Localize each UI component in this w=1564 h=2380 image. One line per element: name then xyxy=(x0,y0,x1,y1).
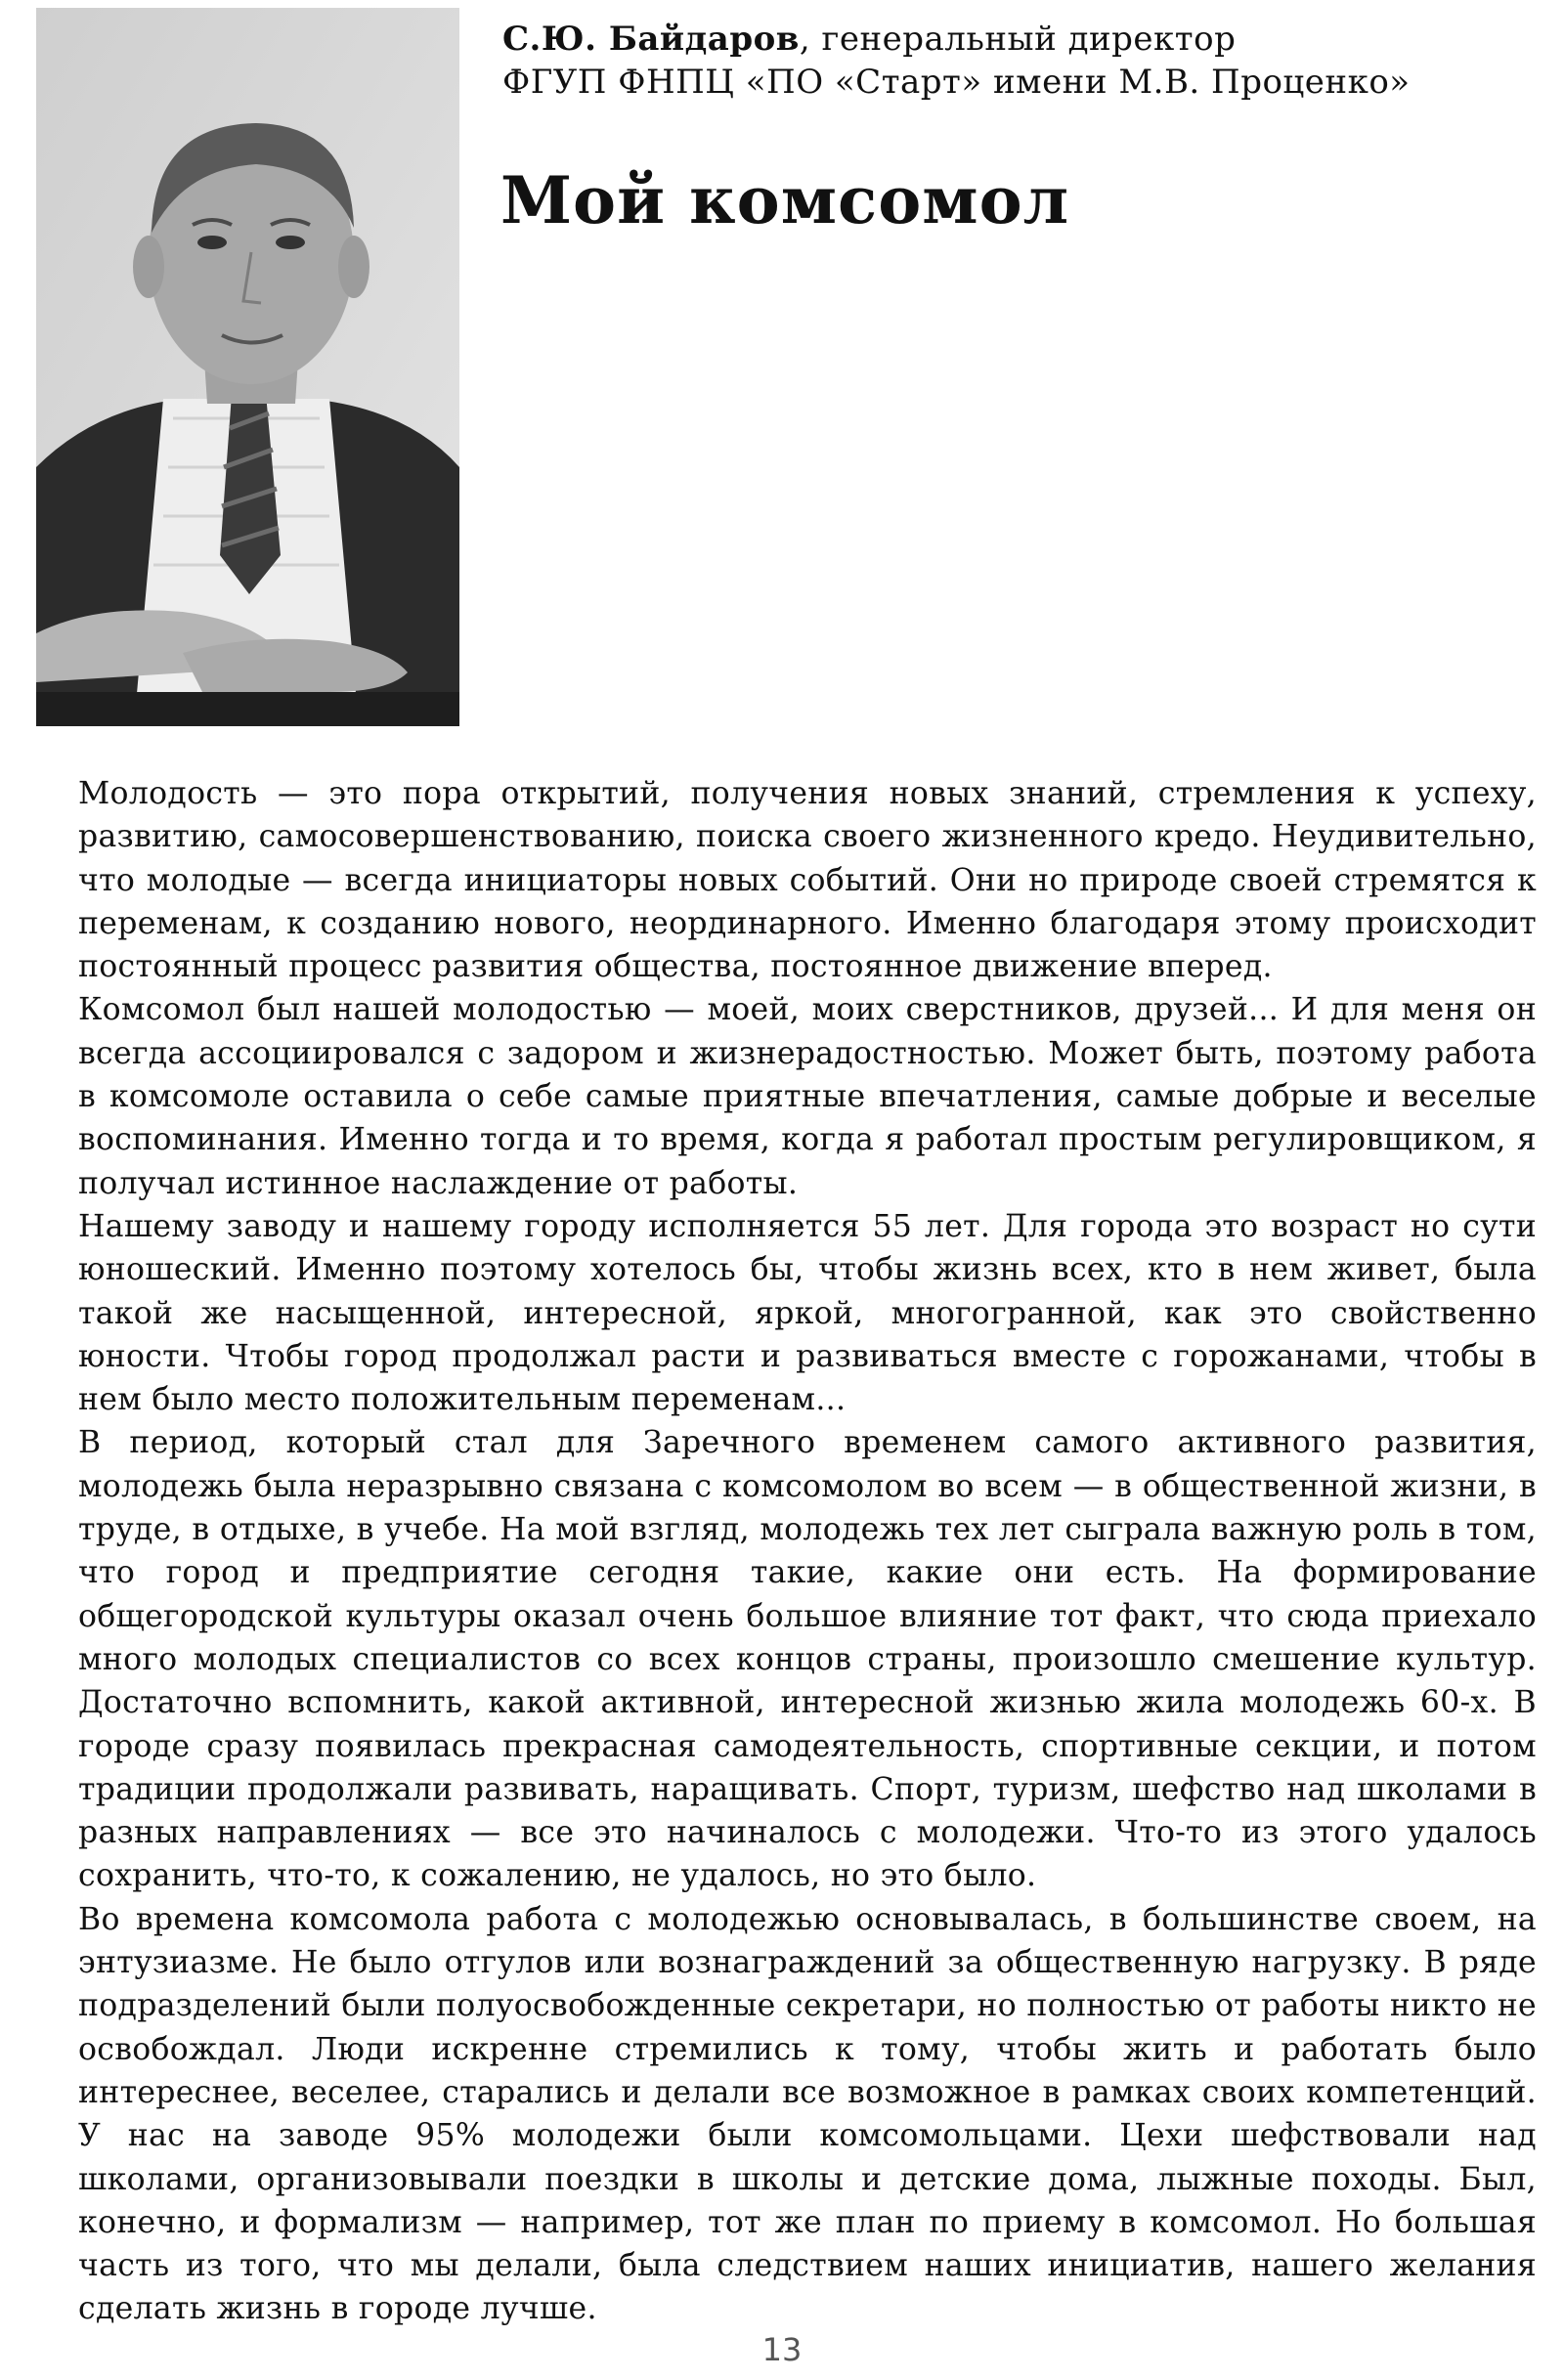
article-body xyxy=(78,772,1537,2331)
author-byline xyxy=(502,18,1539,104)
article-paragraph: В период, который стал для Заречного временем самого активного развития, молодежь была неразрывно связана с комсомолом во всем — в общественной жизни, в труде, в отдыхе, в учебе. На мой взгляд, молодежь тех лет сыграла важную роль в том, что город и предприятие сегодня такие, какие они есть. На формирование общегородской культуры оказал очень большое влияние тот факт, что сюда приехало много молодых специалистов со всех концов страны, произошло смешение культур. Достаточно вспомнить, какой активной, интересной жизнью жила молодежь 60-х. В городе сразу появилась прекрасная самодеятельность, спортивные секции, и потом традиции продолжали развивать, наращивать. Спорт, туризм, шефство над школами в разных направлениях — все это начиналось с молодежи. Что-то из этого удалось сохранить, что-то, к сожалению, не удалось, но это было. xyxy=(78,1425,1537,1894)
author-organization: ФГУП ФНПЦ «ПО «Старт» имени М.В. Проценко» xyxy=(502,63,1411,102)
article-paragraph: Во времена комсомола работа с молодежью основывалась, в большинстве своем, на энтузиазме. Не было отгулов или вознаграждений за общественную нагрузку. В ряде подразделений были полуосвобожденные секретари, но полностью от работы никто не освобождал. Люди искренне стремились к тому, чтобы жить и работать было интереснее, веселее, старались и делали все возможное в рамках своих компетенций. У нас на заводе 95% молодежи были комсомольцами. Цехи шефствовали над школами, организовывали поездки в школы и детские дома, лыжные походы. Был, конечно, и формализм — например, тот же план по приему в комсомол. Но большая часть из того, что мы делали, была следствием наших инициатив, нашего желания сделать жизнь в городе лучше. xyxy=(78,1901,1537,2327)
author-line xyxy=(502,18,1539,61)
article-paragraph: Комсомол был нашей молодостью — моей, моих сверстников, друзей... И для меня он всегда ассоциировался с задором и жизнерадостностью. Может быть, поэтому работа в комсомоле оставила о себе самые приятные впечатления, самые добрые и веселые воспоминания. Именно тогда и то время, когда я работал простым регулировщиком, я получал истинное наслаждение от работы. xyxy=(78,992,1537,1201)
author-name: С.Ю. Байдаров xyxy=(502,20,800,59)
portrait-photo-icon xyxy=(36,8,459,726)
article-paragraph: Молодость — это пора открытий, получения новых знаний, стремления к успеху, развитию, самосовершенствованию, поиска своего жизненного кредо. Неудивительно, что молодые — всегда инициаторы новых событий. Они но природе своей стремятся к переменам, к созданию нового, неординарного. Именно благодаря этому происходит постоянный процесс развития общества, постоянное движение вперед. xyxy=(78,776,1537,985)
author-photo xyxy=(36,8,459,726)
article-paragraph: Нашему заводу и нашему городу исполняется 55 лет. Для города это возраст но сути юношеский. Именно поэтому хотелось бы, чтобы жизнь всех, кто в нем живет, была такой же насыщенной, интересной, яркой, многогранной, как это свойственно юности. Чтобы город продолжал расти и развиваться вместе с горожанами, чтобы в нем было место положительным переменам... xyxy=(78,1208,1537,1418)
page-number: 13 xyxy=(761,2331,803,2368)
author-role: , генеральный директор xyxy=(799,20,1237,59)
article-title: Мой комсомол xyxy=(500,162,1070,238)
